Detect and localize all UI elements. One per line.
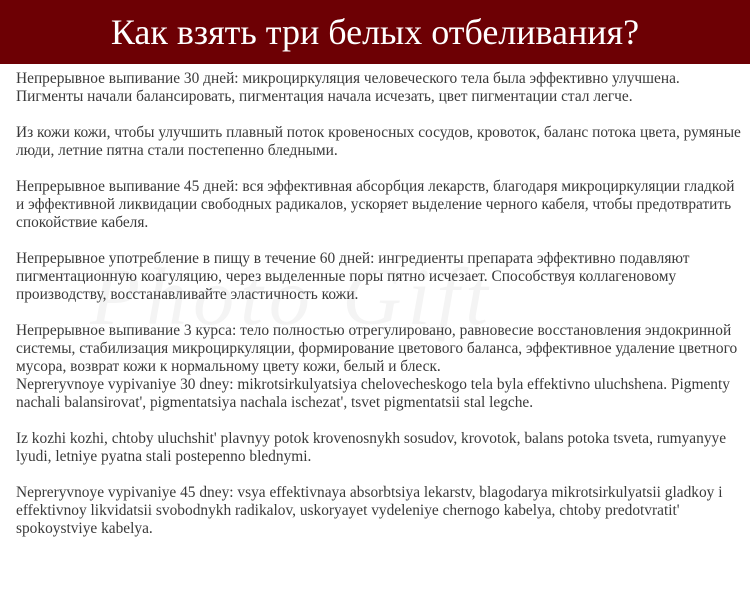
- paragraph-blood-flow: Из кожи кожи, чтобы улучшить плавный поток кровеносных сосудов, кровоток, баланс потока цвета, румяные люди, летние пятна стали постепенно бледными.: [16, 124, 741, 159]
- paragraph-30-days: Непрерывное выпивание 30 дней: микроциркуляция человеческого тела была эффективно улучшена. Пигменты начали балансировать, пигментация начала исчезать, цвет пигментации стал легче.: [16, 70, 680, 105]
- paragraph-3-courses: Непрерывное выпивание 3 курса: тело полностью отрегулировано, равновесие восстановления эндокринной системы, стабилизация микроциркуляции, формирование цветового баланса, эффективное удаление цветного мусора, возврат кожи к нормальному цвету кожи, белый и блеск.: [16, 322, 738, 375]
- page-title: Как взять три белых отбеливания?: [110, 12, 640, 52]
- paragraph-translit-45-days: Nepreryvnoye vypivaniye 45 dney: vsya effektivnaya absorbtsiya lekarstv, blagodarya mikrotsirkulyatsii gladkoy i effektivnoy likvidatsii svobodnykh radikalov, uskoryayet vydeleniye chernogo kabelya, chtoby predotvratit' spokoystviye kabelya.: [16, 484, 723, 537]
- paragraph-45-days: Непрерывное выпивание 45 дней: вся эффективная абсорбция лекарств, благодаря микроциркуляции гладкой и эффективной ликвидации свободных радикалов, ускоряет выделение черного кабеля, чтобы предотвратить спокойствие кабеля.: [16, 178, 735, 231]
- paragraph-translit-blood-flow: Iz kozhi kozhi, chtoby uluchshit' plavnyy potok krovenosnykh sosudov, krovotok, balans potoka tsveta, rumyanyye lyudi, letniye pyatna stali postepenno blednymi.: [16, 430, 727, 465]
- title-banner: [0, 0, 750, 64]
- article-body: [16, 70, 744, 538]
- paragraph-60-days: Непрерывное употребление в пищу в течение 60 дней: ингредиенты препарата эффективно подавляют пигментационную коагуляцию, через выделенные поры пятно исчезает. Способствуя коллагеновому производству, восстанавливайте эластичность кожи.: [16, 250, 690, 303]
- paragraph-translit-30-days: Nepreryvnoye vypivaniye 30 dney: mikrotsirkulyatsiya chelovecheskogo tela byla effektivno uluchshena. Pigmenty nachali balansirovat', pigmentatsiya nachala ischezat', tsvet pigmentatsii stal legche.: [16, 376, 730, 411]
